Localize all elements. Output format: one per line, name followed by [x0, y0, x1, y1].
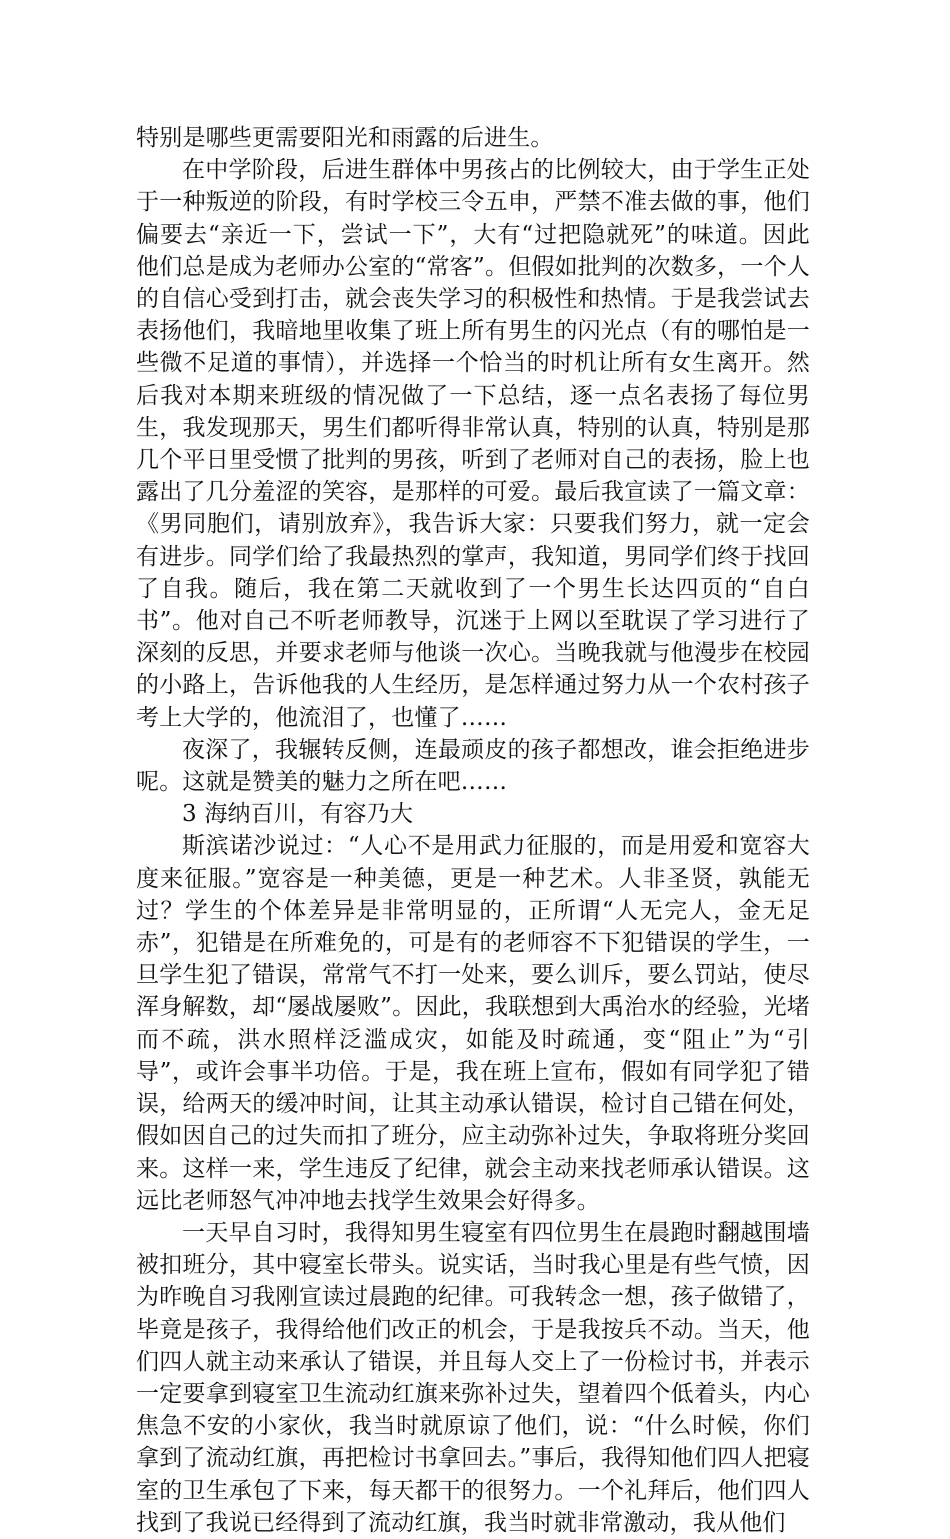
document-body	[136, 122, 810, 1539]
section-heading: 3 海纳百川，有容乃大	[182, 801, 414, 828]
paragraph-dorm-story: 一天早自习时，我得知男生寝室有四位男生在晨跑时翻越围墙被扣班分，其中寝室长带头。说实话，当时我心里是有些气愤，因为昨晚自习我刚宣读过晨跑的纪律。可我转念一想，孩子做错了，毕竟是孩子，我得给他们改正的机会，于是我按兵不动。当天，他们四人就主动来承认了错误，并且每人交上了一份检讨书，并表示一定要拿到寝室卫生流动红旗来弥补过失，望着四个低着头，内心焦急不安的小家伙，我当时就原谅了他们，说：“什么时候，你们拿到了流动红旗，再把检讨书拿回去。”事后，我得知他们四人把寝室的卫生承包了下来，每天都干的很努力。一个礼拜后，他们四人找到了我说已经得到了流动红旗，我当时就非常激动，我从他们	[136, 1219, 810, 1536]
paragraph-continuation: 特别是哪些更需要阳光和雨露的后进生。	[136, 125, 554, 151]
paragraph-tolerance: 斯滨诺沙说过：“人心不是用武力征服的，而是用爱和宽容大度来征服。”宽容是一种美德，更是一种艺术。人非圣贤，孰能无过？学生的个体差异是非常明显的，正所谓“人无完人，金无足赤”，犯错是在所难免的，可是有的老师容不下犯错误的学生，一旦学生犯了错误，常常气不打一处来，要么训斥，要么罚站，使尽浑身解数，却“屡战屡败”。因此，我联想到大禹治水的经验，光堵而不疏，洪水照样泛滥成灾，如能及时疏通，变“阻止”为“引导”，或许会事半功倍。于是，我在班上宣布，假如有同学犯了错误，给两天的缓冲时间，让其主动承认错误，检讨自己错在何处，假如因自己的过失而扣了班分，应主动弥补过失，争取将班分奖回来。这样一来，学生违反了纪律，就会主动来找老师承认错误。这远比老师怒气冲冲地去找学生效果会好得多。	[136, 833, 810, 1214]
paragraph-boys-praise: 在中学阶段，后进生群体中男孩占的比例较大，由于学生正处于一种叛逆的阶段，有时学校三令五申，严禁不准去做的事，他们偏要去“亲近一下，尝试一下”，大有“过把隐就死”的味道。因此他们总是成为老师办公室的“常客”。但假如批判的次数多，一个人的自信心受到打击，就会丧失学习的积极性和热情。于是我尝试去表扬他们，我暗地里收集了班上所有男生的闪光点（有的哪怕是一些微不足道的事情），并选择一个恰当的时机让所有女生离开。然后我对本期来班级的情况做了一下总结，逐一点名表扬了每位男生，我发现那天，男生们都听得非常认真，特别的认真，特别是那几个平日里受惯了批判的男孩，听到了老师对自己的表扬，脸上也露出了几分羞涩的笑容，是那样的可爱。最后我宣读了一篇文章：《男同胞们，请别放弃》，我告诉大家：只要我们努力，就一定会有进步。同学们给了我最热烈的掌声，我知道，男同学们终于找回了自我。随后，我在第二天就收到了一个男生长达四页的“自白书”。他对自己不听老师教导，沉迷于上网以至耽误了学习进行了深刻的反思，并要求老师与他谈一次心。当晚我就与他漫步在校园的小路上，告诉他我的人生经历，是怎样通过努力从一个农村孩子考上大学的，他流泪了，也懂了……	[136, 157, 810, 731]
paragraph-night-reflection: 夜深了，我辗转反侧，连最顽皮的孩子都想改，谁会拒绝进步呢。这就是赞美的魅力之所在吧……	[136, 736, 810, 796]
